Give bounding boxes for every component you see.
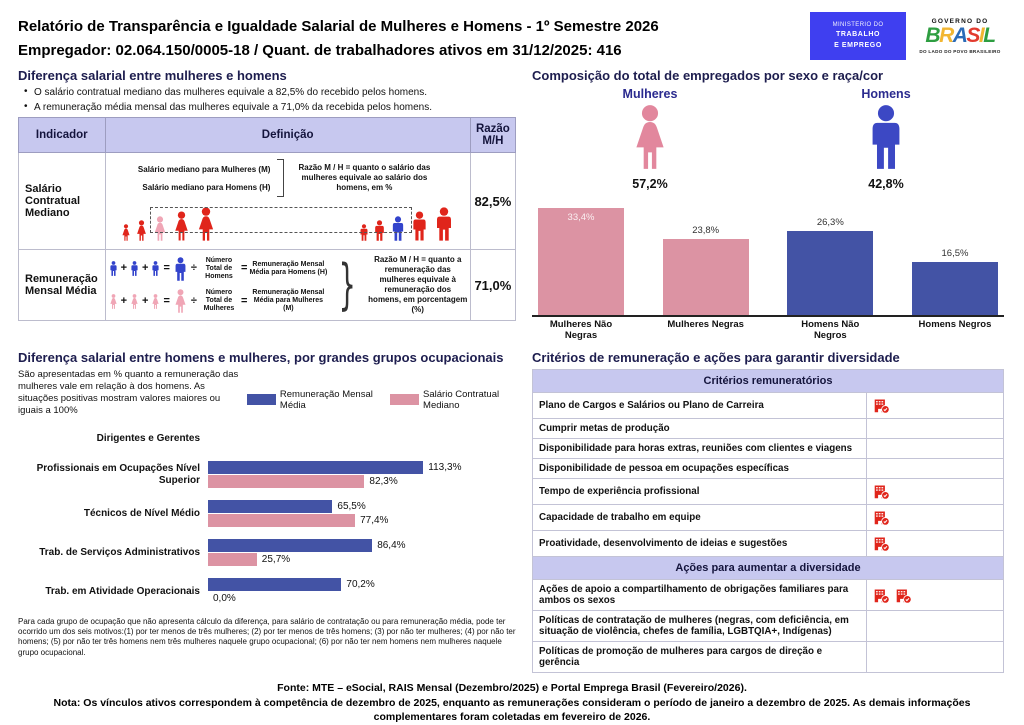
section-salary-gap (18, 68, 516, 344)
men-average-equation: + + = ÷ Número Total de Homens = Remuneração Mensal Média para Homens (H) (108, 257, 328, 281)
criteria-row (533, 580, 1004, 611)
criteria-label: Disponibilidade para horas extras, reuniões com clientes e viagens (533, 439, 867, 459)
gov-logo-tagline: DO LADO DO POVO BRASILEIRO (919, 48, 1001, 54)
indicator-table-header-row (19, 118, 516, 153)
section-occupational-gap (18, 350, 516, 658)
company-building-check-icon (873, 509, 890, 526)
bar-salario (208, 553, 257, 566)
bar-value-label: 25,7% (261, 554, 291, 565)
bar-mulheres-n-o-negras (538, 208, 624, 315)
legend-chip-pink (390, 394, 419, 405)
bar-remuneracao (208, 539, 372, 552)
section-composition (532, 68, 1004, 344)
median-connector-box (150, 207, 412, 233)
report-subtitle: Empregador: 02.064.150/0005-18 / Quant. de trabalhadores ativos em 31/12/2025: 416 (18, 42, 622, 59)
criteria-row (533, 611, 1004, 642)
section-title-occupational: Diferença salarial entre homens e mulheres, por grandes grupos ocupacionais (18, 350, 504, 365)
women-average-result-label: Remuneração Mensal Média para Mulheres (M) (252, 289, 325, 313)
indicator-label: Salário Contratual Mediano (19, 153, 106, 250)
median-men-label: Salário mediano para Homens (H) (142, 182, 271, 192)
bar-value-label: 86,4% (377, 540, 406, 551)
occupational-footnote: Para cada grupo de ocupação que não apresenta cálculo da diferença, para salário de contratação ou para remuneração média, pode ter ocorrido um dos seis motivos:(1) por ter menos de três mulheres; (2) por ter menos de três homens; (3) por não ter mulheres; (4) por não ter homens; (5) por não ter três homens nem três mulheres naquele grupo ocupacional; (6) por não ter nem homens nem mulheres naquele grupo ocupacional. (18, 616, 516, 657)
criteria-label: Políticas de promoção de mulheres para cargos de direção e gerência (533, 642, 867, 673)
logo-area (810, 12, 1006, 60)
occupation-row (18, 499, 516, 529)
women-total-label: Número Total de Mulheres (203, 289, 235, 313)
occupation-bars (208, 461, 516, 489)
bar-homens-negros (912, 248, 998, 315)
criteria-label: Ações de apoio a compartilhamento de obrigações familiares para ambos os sexos (533, 580, 867, 611)
criteria-row (533, 505, 1004, 531)
indicator-table (18, 117, 516, 321)
criteria-header-row (533, 370, 1004, 393)
section-title-salary-gap: Diferença salarial entre mulheres e homens (18, 68, 287, 83)
criteria-row (533, 393, 1004, 419)
ratio-value-median: 82,5% (470, 153, 515, 250)
female-figure-icon (108, 294, 119, 309)
female-figure-icon (129, 294, 140, 309)
criteria-row (533, 419, 1004, 439)
criteria-icon-cell (867, 505, 1004, 531)
company-building-check-icon (873, 535, 890, 552)
mte-logo (810, 12, 906, 60)
gov-logo-top-text: GOVERNO DO (931, 18, 989, 26)
occupation-bars (208, 578, 516, 606)
criteria-icon-cell (867, 459, 1004, 479)
median-women-label: Salário mediano para Mulheres (M) (137, 164, 271, 174)
bar-category-label: Mulheres Não Negras (549, 319, 613, 341)
large-female-icon (627, 104, 673, 170)
occupational-subtitle: São apresentadas em % quanto a remuneração das mulheres vale em relação à dos homens. As situações positivas mostram valores maiores ou iguais a 100% (18, 369, 239, 416)
indicator-label: Remuneração Mensal Média (19, 250, 106, 321)
source-line: Fonte: MTE – eSocial, RAIS Mensal (Dezembro/2025) e Portal Emprega Brasil (Fevereiro/2026). (277, 682, 747, 694)
criteria-label: Cumprir metas de produção (533, 419, 867, 439)
female-figure-icon (150, 294, 161, 309)
female-figure-large-icon (172, 289, 189, 313)
definition-cell-mean (105, 250, 470, 321)
company-building-check-icon (873, 483, 890, 500)
occupation-bars (208, 500, 516, 528)
men-label: Homens (861, 87, 911, 101)
occupation-row (18, 460, 516, 490)
criteria-icon-cell (867, 642, 1004, 673)
criteria-icon-cell (867, 531, 1004, 557)
bracket-shape (277, 159, 284, 197)
occupation-row (18, 538, 516, 568)
company-building-check-icon (873, 397, 890, 414)
median-figures-diagram (106, 197, 470, 249)
criteria-label: Capacidade de trabalho em equipe (533, 505, 867, 531)
company-building-check-icon (895, 587, 912, 604)
bar-value-label: 23,8% (692, 224, 720, 236)
governo-brasil-logo (918, 18, 1002, 53)
large-male-icon (863, 104, 909, 170)
header-titles (18, 12, 659, 59)
male-figure-icon (432, 207, 456, 241)
salary-gap-bullets (24, 87, 516, 113)
men-total-label: Número Total de Homens (205, 256, 233, 280)
men-average-result-label: Remuneração Mensal Média para Homens (H) (249, 260, 328, 276)
women-percentage: 57,2% (632, 177, 668, 191)
chart-legend (247, 383, 516, 417)
bar-remuneracao (208, 578, 341, 591)
section-title-criteria: Critérios de remuneração e ações para garantir diversidade (532, 350, 900, 365)
bullet-median-salary: • O salário contratual mediano das mulheres equivale a 82,5% do recebido pelos homens. (24, 87, 516, 98)
bar-category-label: Homens Não Negros (801, 319, 860, 341)
male-figure-icon (409, 211, 430, 241)
criteria-icon-cell (867, 611, 1004, 642)
criteria-label: Disponibilidade de pessoa em ocupações específicas (533, 459, 867, 479)
table-row-remuneracao-media (19, 250, 516, 321)
section-criteria (532, 350, 1004, 673)
report-header (18, 12, 1006, 60)
criteria-label: Políticas de contratação de mulheres (negras, com deficiência, em situação de violência, chefes de família, LGBTQIA+, Indígenas) (533, 611, 867, 642)
composition-category-labels (532, 319, 1004, 341)
col-header-indicador: Indicador (19, 118, 106, 153)
criteria-row (533, 459, 1004, 479)
criteria-icon-cell (867, 580, 1004, 611)
criteria-icon-cell (867, 439, 1004, 459)
bar-value-label: 82,3% (369, 476, 398, 487)
male-figure-icon (150, 261, 161, 276)
report-footer (18, 681, 1006, 725)
occupation-row (18, 577, 516, 607)
bar-value-label: 0,0% (213, 593, 236, 604)
bar-homens-n-o-negros (787, 216, 873, 315)
diversity-header-row (533, 557, 1004, 580)
male-figure-icon (129, 261, 140, 276)
criteria-icon-cell (867, 479, 1004, 505)
bar-value-label: 33,4% (567, 212, 595, 224)
legend-chip-blue (247, 394, 276, 405)
diversity-section-header: Ações para aumentar a diversidade (533, 557, 1004, 580)
ratio-definition-note: Razão M / H = quanto a remuneração das mulheres equivale à remuneração dos homens, em porcentagem (%) (368, 255, 468, 314)
bullet-mean-remuneration: • A remuneração média mensal das mulheres equivale a 71,0% da recebida pelos homens. (24, 102, 516, 113)
table-row-salario-mediano (19, 153, 516, 250)
report-title: Relatório de Transparência e Igualdade Salarial de Mulheres e Homens - 1º Semestre 2026 (18, 18, 659, 35)
female-figure-icon (134, 220, 149, 241)
women-label: Mulheres (622, 87, 678, 101)
legend-label: Salário Contratual Mediano (423, 388, 500, 411)
composition-bar-chart (532, 205, 1004, 317)
criteria-label: Tempo de experiência profissional (533, 479, 867, 505)
company-building-check-icon (873, 587, 890, 604)
occupation-row (18, 429, 516, 449)
section-title-composition: Composição do total de empregados por sexo e raça/cor (532, 68, 884, 83)
bar-remuneracao (208, 500, 332, 513)
criteria-row (533, 531, 1004, 557)
mte-logo-line2: TRABALHO (835, 31, 881, 38)
criteria-label: Proatividade, desenvolvimento de ideias e sugestões (533, 531, 867, 557)
bar-category-label: Homens Negros (918, 319, 992, 330)
bar-mulheres-negras (663, 224, 749, 315)
female-figure-icon (120, 224, 132, 241)
bar-value-label: 65,5% (337, 501, 366, 512)
criteria-row (533, 479, 1004, 505)
legend-item-remuneracao (247, 389, 378, 411)
men-percentage: 42,8% (868, 177, 904, 191)
bar-salario (208, 475, 364, 488)
occupation-bars (208, 539, 516, 567)
bar-salario (208, 514, 355, 527)
male-figure-icon (108, 261, 119, 276)
brace-shape: } (338, 253, 357, 317)
criteria-row (533, 439, 1004, 459)
occupation-label: Dirigentes e Gerentes (96, 432, 200, 444)
mte-logo-line3: E EMPREGO (834, 41, 882, 49)
male-figure-large-icon (172, 257, 189, 281)
col-header-razao: Razão M/H (470, 118, 515, 153)
composition-men (816, 87, 956, 191)
occupation-label: Trab. de Serviços Administrativos (39, 546, 200, 558)
col-header-definicao: Definição (105, 118, 470, 153)
mte-logo-line1: MINISTÉRIO DO (832, 22, 884, 28)
bar-category-label: Mulheres Negras (667, 319, 744, 330)
bar-value-label: 70,2% (346, 579, 375, 590)
note-line: Nota: Os vínculos ativos correspondem à competência de dezembro de 2025, enquanto as remunerações consideram o período de janeiro a dezembro de 2025. As demais informações complementares foram coletadas em fevereiro de 2026. (53, 696, 971, 724)
bar-remuneracao (208, 461, 423, 474)
composition-women (580, 87, 720, 191)
criteria-icon-cell (867, 419, 1004, 439)
ratio-value-mean: 71,0% (470, 250, 515, 321)
criteria-label: Plano de Cargos e Salários ou Plano de Carreira (533, 393, 867, 419)
bar-value-label: 113,3% (428, 462, 462, 473)
criteria-row (533, 642, 1004, 673)
definition-cell-median (105, 153, 470, 250)
women-average-equation: + + = ÷ Número Total de Mulheres = Remuneração Mensal Média para Mulheres (M) (108, 289, 328, 313)
gov-logo-brasil-text: BRASIL (925, 24, 995, 48)
occupational-bar-chart (18, 429, 516, 607)
criteria-section-header: Critérios remuneratórios (533, 370, 1004, 393)
criteria-icon-cell (867, 393, 1004, 419)
occupation-label: Profissionais em Ocupações Nível Superior (36, 462, 200, 486)
legend-item-salario (390, 389, 516, 411)
bar-value-label: 77,4% (360, 515, 389, 526)
bar-value-label: 26,3% (816, 216, 844, 228)
ratio-definition-note: Razão M / H = quanto o salário das mulheres equivale ao salário dos homens, em % (298, 163, 431, 192)
bar-value-label: 16,5% (941, 248, 969, 260)
occupation-label: Trab. em Atividade Operacionais (45, 585, 200, 597)
legend-label: Remuneração Mensal Média (279, 388, 373, 411)
criteria-table (532, 369, 1004, 673)
occupation-label: Técnicos de Nível Médio (83, 507, 200, 519)
